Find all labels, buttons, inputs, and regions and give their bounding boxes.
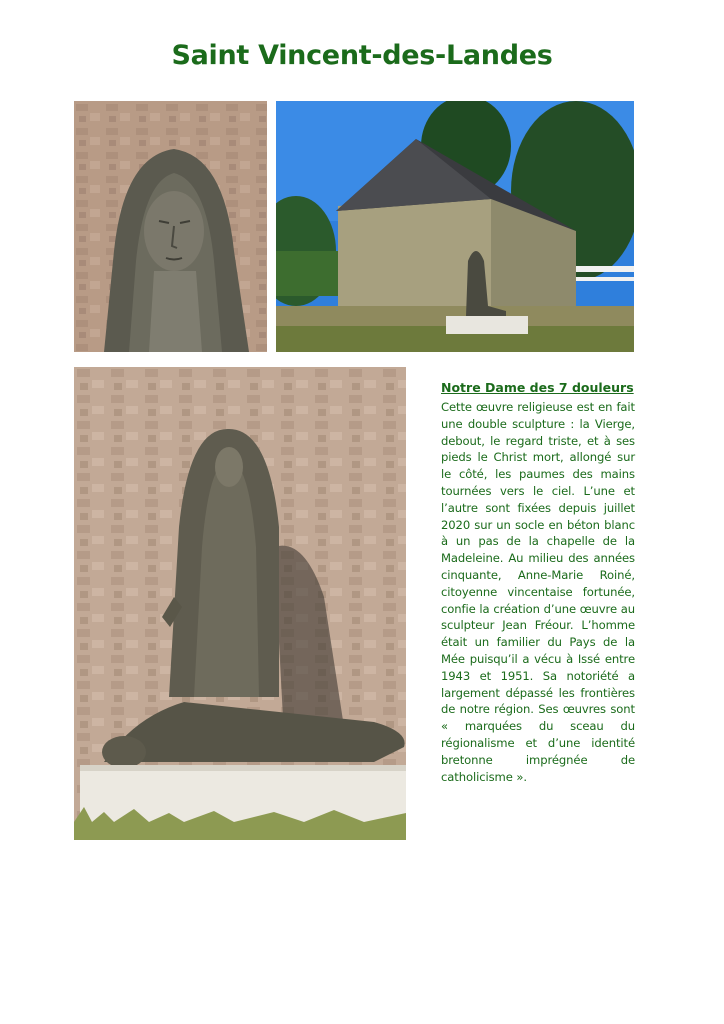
caption-heading: Notre Dame des 7 douleurs bbox=[441, 380, 634, 395]
full-statue-photo bbox=[74, 367, 406, 840]
caption-body: Cette œuvre religieuse est en fait une double sculpture : la Vierge, debout, le regard triste, et à ses pieds le Christ mort, allongé sur le côté, les paumes des mains tournées vers le ciel. L’une et l’autre sont fixées depuis juillet 2020 sur un socle en béton blanc à un pas de la chapelle de la Madeleine. Au milieu des années cinquante, Anne-Marie Roiné, citoyenne vincentaise fortunée, confie la création d’une œuvre au sculpteur Jean Fréour. L’homme était un familier du Pays de la Mée puisqu’il a vécu à Issé entre 1943 et 1951. Sa notoriété a largement dépassé les frontières de notre région. Ses œuvres sont « marquées du sceau du régionalisme et d’une identité bretonne imprégnée de catholicisme ». bbox=[441, 400, 635, 784]
chapel-photo bbox=[276, 101, 634, 352]
caption-column bbox=[441, 380, 635, 785]
page-title: Saint Vincent-des-Landes bbox=[171, 40, 553, 71]
statue-face-photo bbox=[74, 101, 267, 352]
